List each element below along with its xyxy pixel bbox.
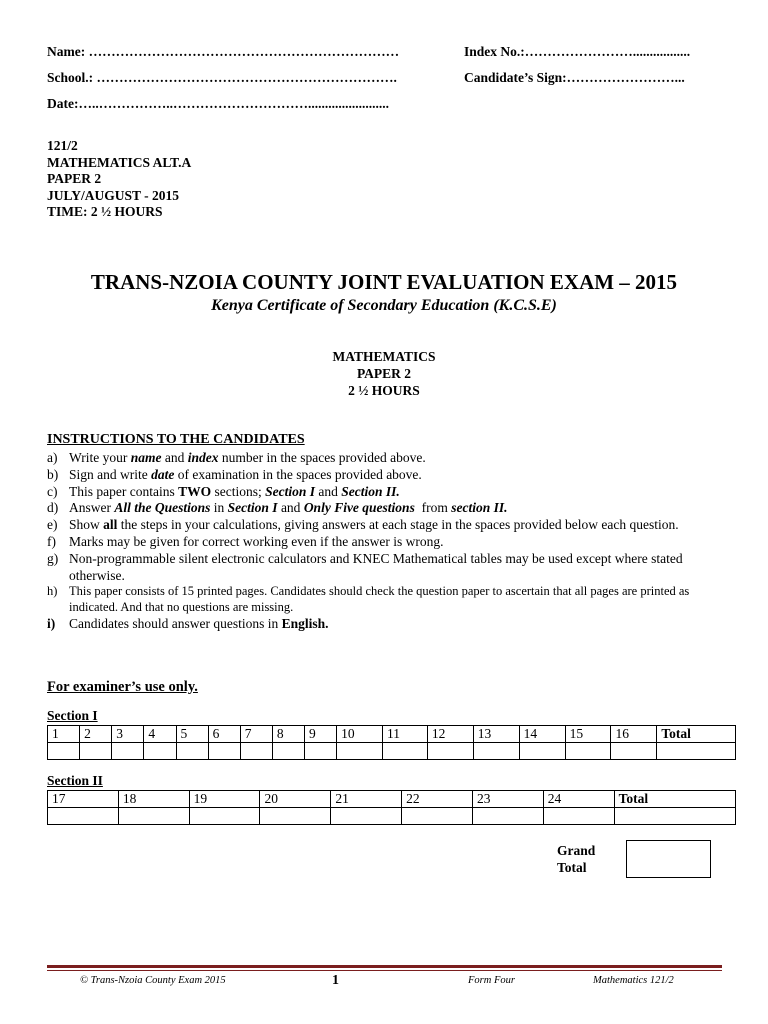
paper-time: TIME: 2 ½ HOURS <box>47 204 163 220</box>
paper-number: PAPER 2 <box>47 171 102 187</box>
score-cell[interactable] <box>260 808 331 825</box>
score-cell[interactable] <box>543 808 614 825</box>
paper-subject: MATHEMATICS ALT.A <box>47 154 192 170</box>
score-cell[interactable] <box>657 743 736 760</box>
instruction-item: d) Answer All the Questions in Section I and Only Five questions from section II. <box>47 500 508 516</box>
section-1-score-table <box>47 725 736 760</box>
candidate-sign-field-label: Candidate’s Sign:……………………... <box>464 70 685 85</box>
score-cell[interactable] <box>383 743 428 760</box>
table-header-cell: 7 <box>240 726 272 743</box>
table-row <box>48 726 736 743</box>
score-cell[interactable] <box>565 743 611 760</box>
table-header-cell: 4 <box>144 726 176 743</box>
footer-subject-code: Mathematics 121/2 <box>593 975 674 986</box>
table-header-cell: 1 <box>48 726 80 743</box>
table-header-cell: 20 <box>260 791 331 808</box>
score-cell[interactable] <box>337 743 383 760</box>
table-header-cell: 21 <box>331 791 402 808</box>
center-duration: 2 ½ HOURS <box>348 383 420 398</box>
score-cell[interactable] <box>519 743 565 760</box>
table-header-cell: 3 <box>112 726 144 743</box>
score-cell[interactable] <box>189 808 260 825</box>
instruction-item: c) This paper contains TWO sections; Section I and Section II. <box>47 483 400 499</box>
instruction-item: e) Show all the steps in your calculations, giving answers at each stage in the spaces provided below each question. <box>47 517 679 533</box>
footer-form: Form Four <box>468 975 515 986</box>
grand-total-box[interactable] <box>626 840 711 878</box>
subject-block <box>0 348 768 399</box>
table-header-cell: 8 <box>272 726 304 743</box>
score-cell[interactable] <box>240 743 272 760</box>
table-header-cell: 12 <box>427 726 473 743</box>
grand-total-label: Grand Total <box>557 843 596 875</box>
table-header-cell: 22 <box>402 791 473 808</box>
examiner-use-heading: For examiner’s use only. <box>47 679 198 695</box>
table-header-cell: 6 <box>208 726 240 743</box>
table-header-cell: 2 <box>80 726 112 743</box>
score-cell[interactable] <box>48 808 119 825</box>
table-header-cell: 15 <box>565 726 611 743</box>
paper-info-block <box>47 138 191 221</box>
score-cell[interactable] <box>331 808 402 825</box>
center-subject: MATHEMATICS <box>332 349 436 364</box>
table-header-cell: 5 <box>176 726 208 743</box>
table-row <box>48 791 736 808</box>
exam-subtitle: Kenya Certificate of Secondary Education (K.C.S.E) <box>211 297 557 314</box>
score-cell[interactable] <box>611 743 657 760</box>
instruction-item: b) Sign and write date of examination in the spaces provided above. <box>47 466 422 482</box>
instructions-heading: INSTRUCTIONS TO THE CANDIDATES <box>47 432 305 447</box>
instruction-item: g) Non-programmable silent electronic calculators and KNEC Mathematical tables may be used except where stated otherwise. <box>47 550 683 583</box>
table-header-cell: Total <box>614 791 735 808</box>
section-2-score-table <box>47 790 736 825</box>
name-field-label: Name: …………………………………………………………… <box>47 44 400 59</box>
footer-rule <box>47 965 722 968</box>
score-cell[interactable] <box>614 808 735 825</box>
table-header-cell: 16 <box>611 726 657 743</box>
table-header-cell: 24 <box>543 791 614 808</box>
score-cell[interactable] <box>472 808 543 825</box>
score-cell[interactable] <box>144 743 176 760</box>
table-header-cell: 11 <box>383 726 428 743</box>
score-cell[interactable] <box>473 743 519 760</box>
paper-code: 121/2 <box>47 138 78 153</box>
score-cell[interactable] <box>112 743 144 760</box>
table-header-cell: 18 <box>118 791 189 808</box>
table-header-cell: 19 <box>189 791 260 808</box>
page-number: 1 <box>332 973 339 988</box>
table-header-cell: 14 <box>519 726 565 743</box>
index-number-field-label: Index No.:……………………................. <box>464 44 691 59</box>
instruction-item: a) Write your name and index number in the spaces provided above. <box>47 450 426 465</box>
footer-copyright: © Trans-Nzoia County Exam 2015 <box>80 975 226 986</box>
score-cell[interactable] <box>176 743 208 760</box>
table-header-cell: 13 <box>473 726 519 743</box>
score-cell[interactable] <box>305 743 337 760</box>
center-paper: PAPER 2 <box>356 366 412 381</box>
table-row <box>48 808 736 825</box>
school-field-label: School.: …………………………………………………………. <box>47 70 397 85</box>
score-cell[interactable] <box>208 743 240 760</box>
table-row <box>48 743 736 760</box>
score-cell[interactable] <box>48 743 80 760</box>
footer-rule-thin <box>47 970 722 971</box>
instruction-item: h) This paper consists of 15 printed pages. Candidates should check the question paper to ascertain that all pages are printed as indicated. And that no questions are missing. <box>47 584 690 614</box>
score-cell[interactable] <box>80 743 112 760</box>
table-header-cell: 17 <box>48 791 119 808</box>
instructions-list <box>47 450 727 632</box>
score-cell[interactable] <box>402 808 473 825</box>
score-cell[interactable] <box>272 743 304 760</box>
table-header-cell: 9 <box>305 726 337 743</box>
section-1-label: Section I <box>47 708 98 723</box>
section-2-label: Section II <box>47 773 103 788</box>
exam-title: TRANS-NZOIA COUNTY JOINT EVALUATION EXAM – 2015 <box>90 270 678 294</box>
table-header-cell: 23 <box>472 791 543 808</box>
score-cell[interactable] <box>427 743 473 760</box>
instruction-item: i) Candidates should answer questions in English. <box>47 615 329 631</box>
date-field-label: Date:…..……………..…………………………........................ <box>47 96 389 111</box>
table-header-cell: Total <box>657 726 736 743</box>
score-cell[interactable] <box>118 808 189 825</box>
paper-session: JULY/AUGUST - 2015 <box>47 187 180 203</box>
instruction-item: f) Marks may be given for correct working even if the answer is wrong. <box>47 533 444 549</box>
table-header-cell: 10 <box>337 726 383 743</box>
